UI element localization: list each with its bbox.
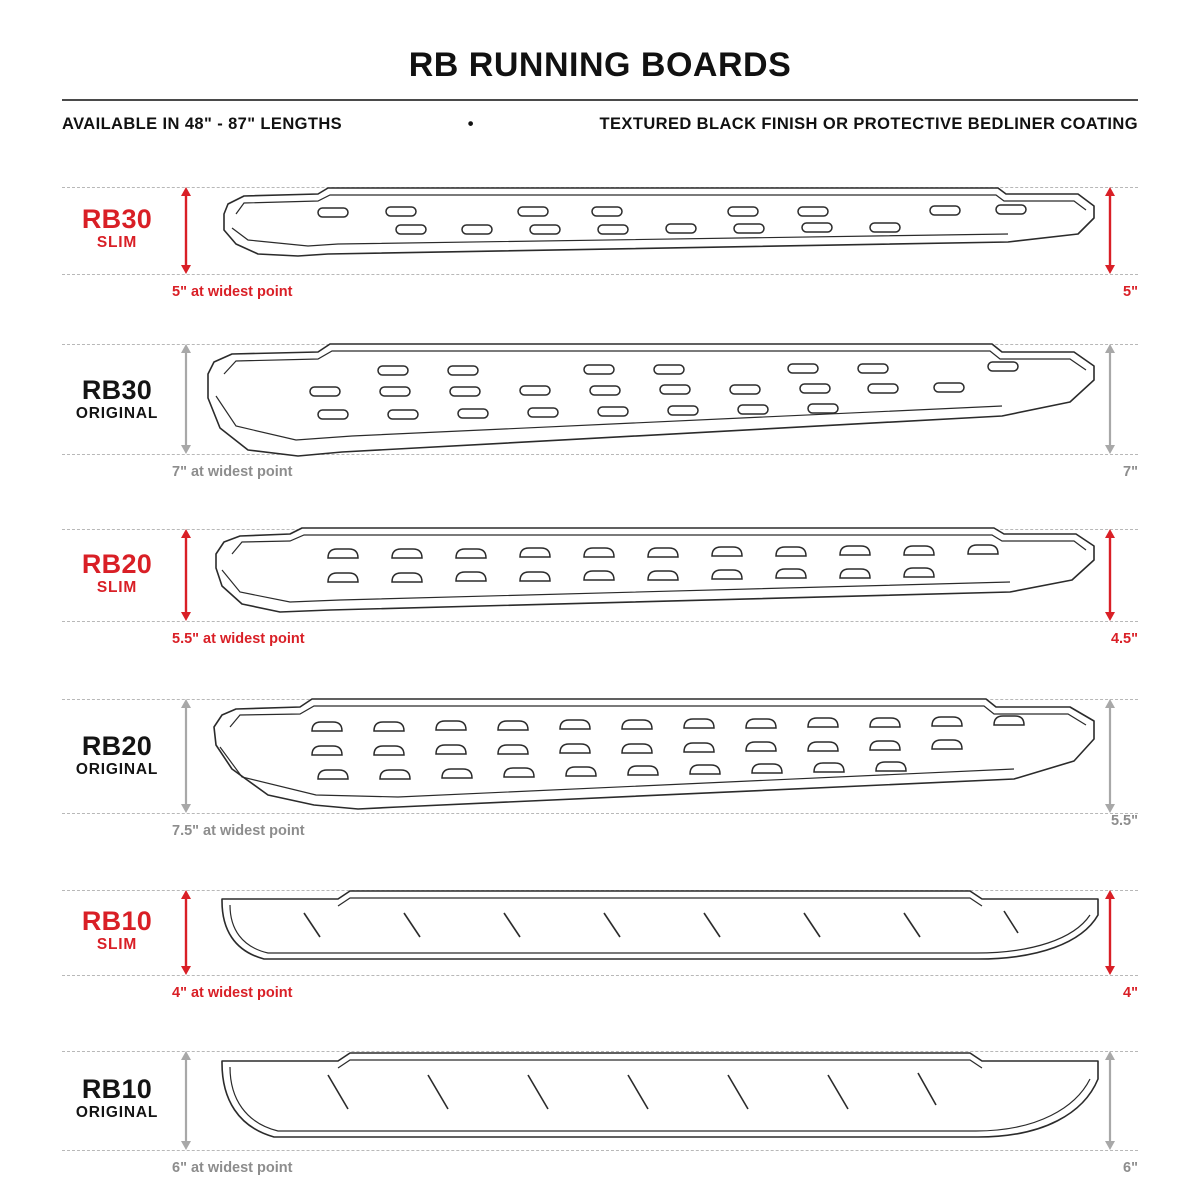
right-dimension-arrow [1103, 1051, 1117, 1150]
running-board-illustration [218, 885, 1102, 981]
left-dimension-arrow [179, 187, 193, 274]
model-label [62, 732, 172, 779]
height-caption: 4" [1123, 985, 1138, 1001]
subtitle-left: AVAILABLE IN 48" - 87" LENGTHS [62, 115, 343, 133]
model-variant: ORIGINAL [75, 1104, 159, 1122]
width-caption: 7.5" at widest point [172, 823, 305, 839]
height-caption: 6" [1123, 1160, 1138, 1176]
right-dimension-arrow [1103, 187, 1117, 274]
subtitle-right: TEXTURED BLACK FINISH OR PROTECTIVE BEDLINER COATING [599, 115, 1138, 133]
right-dimension-arrow [1103, 344, 1117, 454]
product-row [0, 1033, 1200, 1200]
subtitle-bar [62, 115, 1138, 134]
model-variant: SLIM [96, 234, 138, 252]
subtitle-separator: • [467, 115, 474, 133]
page-title: RB RUNNING BOARDS [408, 46, 792, 84]
product-row [0, 328, 1200, 508]
left-dimension-arrow [179, 1051, 193, 1150]
running-board-illustration [218, 1047, 1102, 1157]
height-caption: 4.5" [1110, 631, 1138, 647]
height-caption: 5" [1123, 284, 1138, 300]
model-name: RB10 [81, 1074, 153, 1104]
model-label [62, 1075, 172, 1122]
product-rows [0, 162, 1200, 1200]
model-variant: ORIGINAL [75, 761, 159, 779]
width-caption: 7" at widest point [172, 464, 293, 480]
left-dimension-arrow [179, 529, 193, 621]
running-board-illustration [210, 524, 1102, 626]
right-dimension-arrow [1103, 890, 1117, 975]
product-row [0, 162, 1200, 328]
left-dimension-arrow [179, 890, 193, 975]
height-caption: 7" [1123, 464, 1138, 480]
model-variant: SLIM [96, 579, 138, 597]
model-label [62, 376, 172, 423]
model-label [62, 205, 172, 252]
model-label [62, 907, 172, 954]
right-dimension-arrow [1103, 699, 1117, 813]
model-variant: ORIGINAL [75, 405, 159, 423]
left-dimension-arrow [179, 699, 193, 813]
model-name: RB30 [81, 204, 153, 234]
product-row [0, 680, 1200, 867]
title-divider [62, 99, 1138, 101]
product-row [0, 508, 1200, 680]
product-row [0, 867, 1200, 1033]
running-board-illustration [202, 340, 1102, 462]
running-board-illustration [218, 184, 1098, 279]
width-caption: 5" at widest point [172, 284, 293, 300]
running-board-illustration [208, 695, 1104, 819]
model-variant: SLIM [96, 936, 138, 954]
header [0, 0, 1200, 134]
model-name: RB20 [81, 549, 153, 579]
right-dimension-arrow [1103, 529, 1117, 621]
model-name: RB20 [81, 731, 153, 761]
width-caption: 4" at widest point [172, 985, 293, 1001]
left-dimension-arrow [179, 344, 193, 454]
model-label [62, 550, 172, 597]
width-caption: 6" at widest point [172, 1160, 293, 1176]
height-caption: 5.5" [1110, 813, 1138, 829]
width-caption: 5.5" at widest point [172, 631, 305, 647]
model-name: RB30 [81, 375, 153, 405]
model-name: RB10 [81, 906, 153, 936]
